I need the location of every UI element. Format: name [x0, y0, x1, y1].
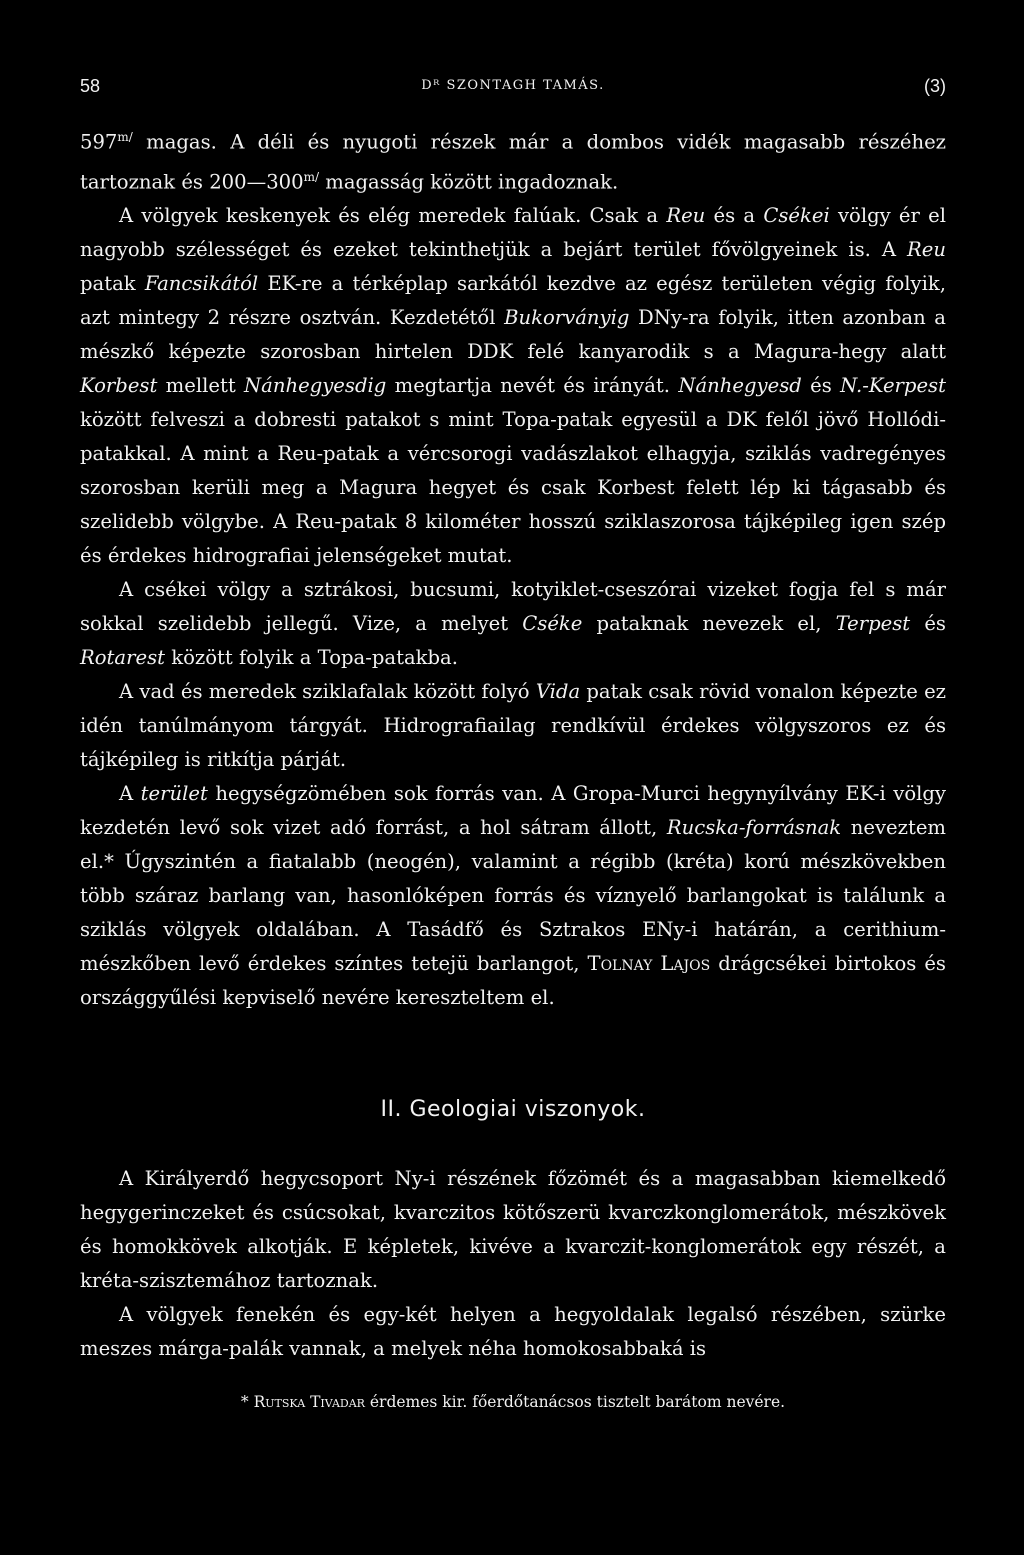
italic-text: Reu	[907, 238, 946, 262]
text-run: A völgyek fenekén és egy-két helyen a hegyoldalak legalsó részében, szürke meszes márga-palák vannak, a melyek néha homokosabbaká is	[80, 1303, 946, 1361]
paragraph	[80, 573, 946, 675]
italic-text: Rotarest	[80, 646, 165, 670]
unit-superscript: m/	[303, 169, 320, 184]
italic-text: N.-Kerpest	[840, 374, 946, 398]
italic-text: Bukorványig	[504, 306, 630, 330]
text-run: patak	[80, 272, 145, 296]
text-run: között felveszi a dobresti patakot s mint Topa-patak egyesül a DK felől jövő Hollódi-patakkal. A mint a Reu-patak a vércsorogi vadászlakot elhagyja, sziklás vadregényes szorosban kerüli meg a Magura hegyet és csak Korbest felett lép ki tágasabb és szelidebb völgybe. A Reu-patak 8 kilométer hosszú sziklaszorosa tájképileg igen szép és érdekes hidrografiai jelenségeket mutat.	[80, 408, 946, 568]
italic-text: terület	[140, 782, 208, 806]
text-run: EK-re a térképlap sarkától kezdve az egész területen végig folyik, azt mintegy 2 részre osztván. Kezdetétől	[80, 272, 946, 330]
body-text	[80, 120, 946, 1015]
text-run: és a	[705, 204, 764, 228]
text-run: patak csak rövid vonalon képezte ez idén tanúlmányom tárgyát. Hidrografiailag rendkívül érdekes völgyszoros ez és tájképileg is ritkítja párját.	[80, 680, 946, 772]
small-caps-name: Rutska Tivadar	[253, 1393, 365, 1412]
text-run: A Királyerdő hegycsoport Ny-i részének főzömét és a magasabban kiemelkedő hegygerinczeket és csúcsokat, kvarczitos kötőszerü kvarczkonglomerátok, mészkövek és homokkövek alkotják. E képletek, kivéve a kvarczit-konglomerátok egy részét, a kréta-szisztemához tartoznak.	[80, 1167, 946, 1293]
text-run: völgy ér el nagyobb szélességet és ezeket tekinthetjük a bejárt terület fővölgyeinek is. A	[80, 204, 946, 262]
text-run: mellett	[157, 374, 245, 398]
text-run: és	[910, 612, 946, 636]
paragraph	[80, 120, 946, 199]
text-run: között folyik a Topa-patakba.	[165, 646, 458, 670]
text-run: A vad és meredek sziklafalak között folyó	[119, 680, 536, 704]
footnote	[80, 1393, 946, 1411]
text-run: neveztem el.* Úgyszintén a fiatalabb (neogén), valamint a régibb (kréta) korú mészkövekben több száraz barlang van, hasonlóképen forrás és víznyelő barlangokat is találunk a sziklás völgyek oldalában. A Tasádfő és Sztrakos ENy-i határán, a cerithium-mészkőben levő érdekes színtes tetejü barlangot,	[80, 816, 946, 976]
text-run: megtartja nevét és irányát.	[386, 374, 679, 398]
paragraph	[80, 1162, 946, 1298]
paragraph	[80, 199, 946, 573]
text-run: és	[801, 374, 841, 398]
running-head-part: (3)	[924, 76, 946, 96]
text-run: A völgyek keskenyek és elég meredek falúak. Csak a	[119, 204, 667, 228]
italic-text: Fancsikától	[144, 272, 259, 296]
text-run: drágcsékei birtokos és országgyűlési kepviselő nevére kereszteltem el.	[80, 952, 946, 1010]
italic-text: Korbest	[80, 374, 158, 398]
text-run: 597	[80, 130, 118, 154]
italic-text: Rucska-forrásnak	[666, 816, 842, 840]
text-run: DNy-ra folyik, itten azonban a mészkő képezte szorosban hirtelen DDK felé kanyarodik s a Magura-hegy alatt	[80, 306, 946, 364]
text-run: pataknak nevezek el,	[582, 612, 836, 636]
italic-text: Cséke	[522, 612, 583, 636]
section-heading: II. Geologiai viszonyok.	[380, 1097, 646, 1123]
text-run: A	[119, 782, 141, 806]
running-head	[80, 58, 946, 94]
text-run: hegységzömében sok forrás van. A Gropa-Murci hegynyílvány EK-i völgy kezdetén levő sok vizet adó forrást, a hol sátram állott,	[80, 782, 946, 840]
paragraph	[80, 675, 946, 777]
running-head-author: Dᴿ SZONTAGH TAMÁS.	[421, 78, 605, 93]
italic-text: Nánhegyesdig	[244, 374, 387, 398]
small-caps-name: Tolnay Lajos	[587, 952, 711, 976]
paragraph	[80, 777, 946, 1015]
italic-text: Csékei	[763, 204, 830, 228]
text-run: érdemes kir. főerdőtanácsos tisztelt barátom nevére.	[364, 1393, 786, 1412]
italic-text: Vida	[535, 680, 581, 704]
unit-superscript: m/	[117, 130, 133, 144]
italic-text: Reu	[666, 204, 706, 228]
italic-text: Terpest	[835, 612, 911, 636]
section2-text	[80, 1162, 946, 1366]
page-number: 58	[80, 76, 101, 96]
text-run: A csékei völgy a sztrákosi, bucsumi, kotyiklet-cseszórai vizeket fogja fel s már sokkal szelidebb jellegű. Vize, a melyet	[80, 578, 946, 636]
text-run: *	[240, 1393, 254, 1412]
text-run: magas. A déli és nyugoti részek már a dombos vidék magasabb részéhez tartoznak és 200—300	[80, 130, 946, 194]
text-run: magasság között ingadoznak.	[319, 170, 619, 194]
italic-text: Nánhegyesd	[678, 374, 802, 398]
paragraph	[80, 1298, 946, 1366]
